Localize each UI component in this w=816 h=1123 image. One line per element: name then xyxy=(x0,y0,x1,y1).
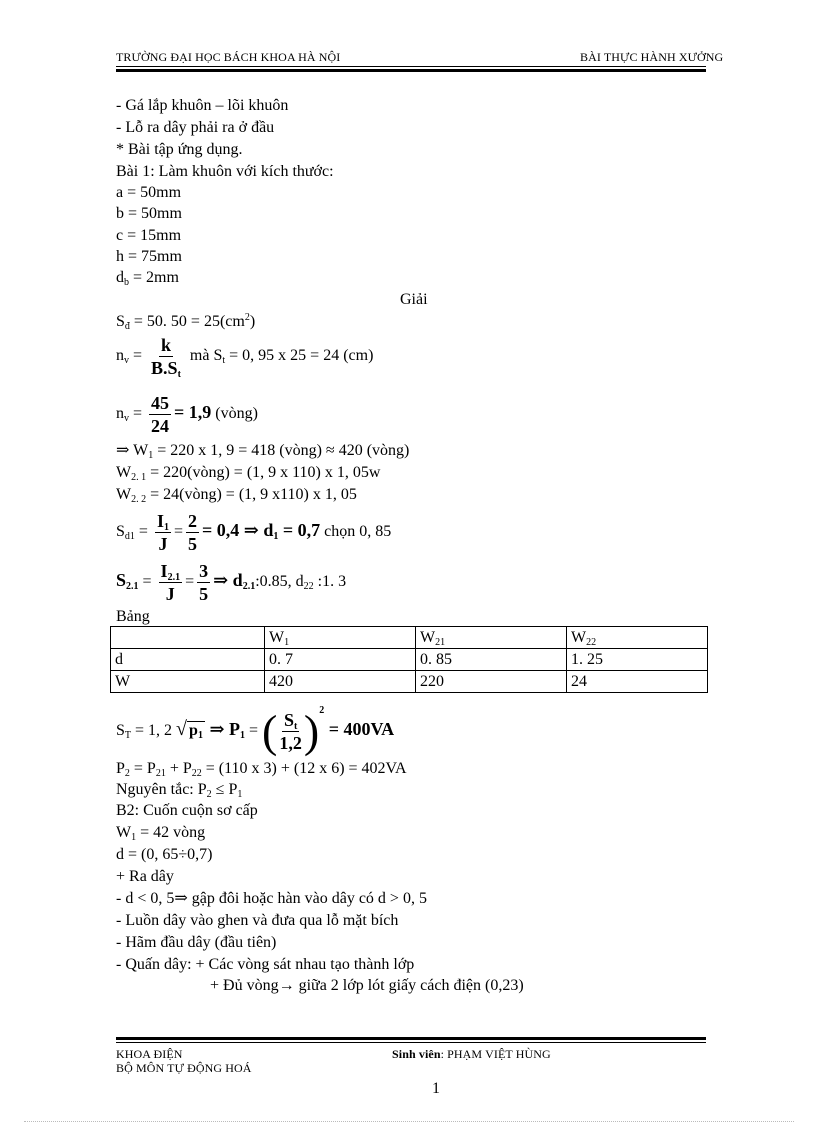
table-header-cell: $W_{21}$ xyxy=(416,627,567,649)
formula-sd1: $S_{d1}$ = $\frac{I_1}{J}$ = $\frac{2}{5}$ = 0,4 ⇒ $d_1 = 0,7$ chọn 0, 85 xyxy=(116,510,392,554)
formula-nv-1: $n_v$ = $\frac{k}{B.S_t}$ mà $S_t = 0$, 95 x 25 = 24 (cm) xyxy=(116,334,374,380)
table-cell: W xyxy=(111,671,265,693)
label-bang: Bảng xyxy=(116,608,150,625)
line-nguyen-tac: Nguyên tắc: $P_2 \le P_1$ xyxy=(116,781,243,800)
table-row xyxy=(111,671,708,693)
fraction-k-bst: $\frac{k}{B.S_t}$ xyxy=(151,334,181,380)
table-cell: 220 xyxy=(416,671,567,693)
table-row xyxy=(111,649,708,671)
line-db: $d_b = 2mm$ xyxy=(116,269,179,288)
heading-giai: Giải xyxy=(400,291,428,308)
table-cell: 0. 85 xyxy=(416,649,567,671)
header-left: TRƯỜNG ĐẠI HỌC BÁCH KHOA HÀ NỘI xyxy=(116,50,341,64)
line-ga-lap: - Gá lắp khuôn – lõi khuôn xyxy=(116,97,289,114)
formula-nv-2: $n_v$ = $\frac{45}{24}$ = 1,9 (vòng) xyxy=(116,392,258,436)
table-header-row xyxy=(111,627,708,649)
line-ra-day: + Ra dây xyxy=(116,868,174,885)
footer-student: Sinh viên: PHẠM VIỆT HÙNG xyxy=(392,1047,551,1061)
table-header-cell: $W_1$ xyxy=(265,627,416,649)
footer-rule-thick xyxy=(116,1037,706,1040)
header-right: BÀI THỰC HÀNH XƯỞNG xyxy=(580,50,724,64)
footer-sub-dept: BỘ MÔN TỰ ĐỘNG HOÁ xyxy=(116,1061,252,1075)
line-b: b = 50mm xyxy=(116,205,182,222)
line-a: a = 50mm xyxy=(116,184,182,201)
line-d-range: d = (0, 65÷0,7) xyxy=(116,846,213,863)
line-ham: - Hãm đầu dây (đầu tiên) xyxy=(116,934,277,951)
line-luon: - Luồn dây vào ghen và đưa qua lỗ mặt bích xyxy=(116,912,399,929)
fraction-3-5: $\frac{3}{5}$ xyxy=(199,560,209,604)
header-rule-thin xyxy=(116,66,706,67)
header-rule-thick xyxy=(116,69,706,72)
formula-s21: $S_{2.1}$ = $\frac{I_{2.1}}{J}$ = $\frac{3}{5}$ ⇒ $d_{2.1}:0.85$, $d_{22}$ :1. 3 xyxy=(116,560,347,604)
line-w21: $W_{2. 1}$ = 220(vòng) = (1, 9 x 110) x 1, 05w xyxy=(116,464,381,483)
footer-rule-thin xyxy=(116,1042,706,1043)
line-quan-2: + Đủ vòng→ giữa 2 lớp lót giấy cách điện (0,23) xyxy=(210,977,524,994)
data-table xyxy=(110,626,708,693)
line-w1-vong: $W_1 = 42$ vòng xyxy=(116,824,206,843)
line-bai-tap: * Bài tập ứng dụng. xyxy=(116,141,243,158)
table-cell: 1. 25 xyxy=(567,649,708,671)
table-header-cell: $W_{22}$ xyxy=(567,627,708,649)
table-cell: d xyxy=(111,649,265,671)
line-quan-1: - Quấn dây: + Các vòng sát nhau tạo thành lớp xyxy=(116,956,415,973)
fraction-i21-j: $\frac{I_{2.1}}{J}$ xyxy=(160,560,181,604)
line-d-lt: - d < 0, 5⇒ gập đôi hoặc hàn vào dây có d > 0, 5 xyxy=(116,890,427,907)
line-lo-ra-day: - Lỗ ra dây phải ra ở đầu xyxy=(116,119,275,136)
line-h: h = 75mm xyxy=(116,248,182,265)
fraction-45-24: $\frac{45}{24}$ xyxy=(151,392,170,436)
formula-st: $S_T = 1$, 2 √ $p_1$ ⇒ $P_1$ = ( $\frac{S_t}{1,2}$ )$^2$ = 400VA xyxy=(116,705,395,757)
line-c: c = 15mm xyxy=(116,227,182,244)
table-cell: 0. 7 xyxy=(265,649,416,671)
line-w22: $W_{2. 2}$ = 24(vòng) = (1, 9 x110) x 1, 05 xyxy=(116,486,357,505)
fraction-2-5: $\frac{2}{5}$ xyxy=(187,510,197,554)
line-p2: $P_2 = P_{21} + P_{22} = (110$ x 3) + (12 x 6) = 402VA xyxy=(116,760,407,779)
table-cell: 24 xyxy=(567,671,708,693)
line-w1: ⇒ $W_1 = 220$ x 1, 9 = 418 (vòng) ≈ 420 (vòng) xyxy=(116,442,410,461)
table-header-cell xyxy=(111,627,265,649)
line-bai-1: Bài 1: Làm khuôn với kích thước: xyxy=(116,163,334,180)
fraction-i1-j: $\frac{I_1}{J}$ xyxy=(156,510,169,554)
line-b2: B2: Cuốn cuộn sơ cấp xyxy=(116,802,258,819)
footer-dept: KHOA ĐIỆN xyxy=(116,1047,183,1061)
table-cell: 420 xyxy=(265,671,416,693)
fraction-st-12: $\frac{S_t}{1,2}$ xyxy=(279,709,302,753)
line-sd: $S_đ = 50$. $50 = 25(cm^2)$ xyxy=(116,312,256,332)
sqrt-p1: √ $p_1$ xyxy=(176,718,203,741)
page-edge-divider xyxy=(24,1121,794,1122)
page-number: 1 xyxy=(432,1080,440,1097)
